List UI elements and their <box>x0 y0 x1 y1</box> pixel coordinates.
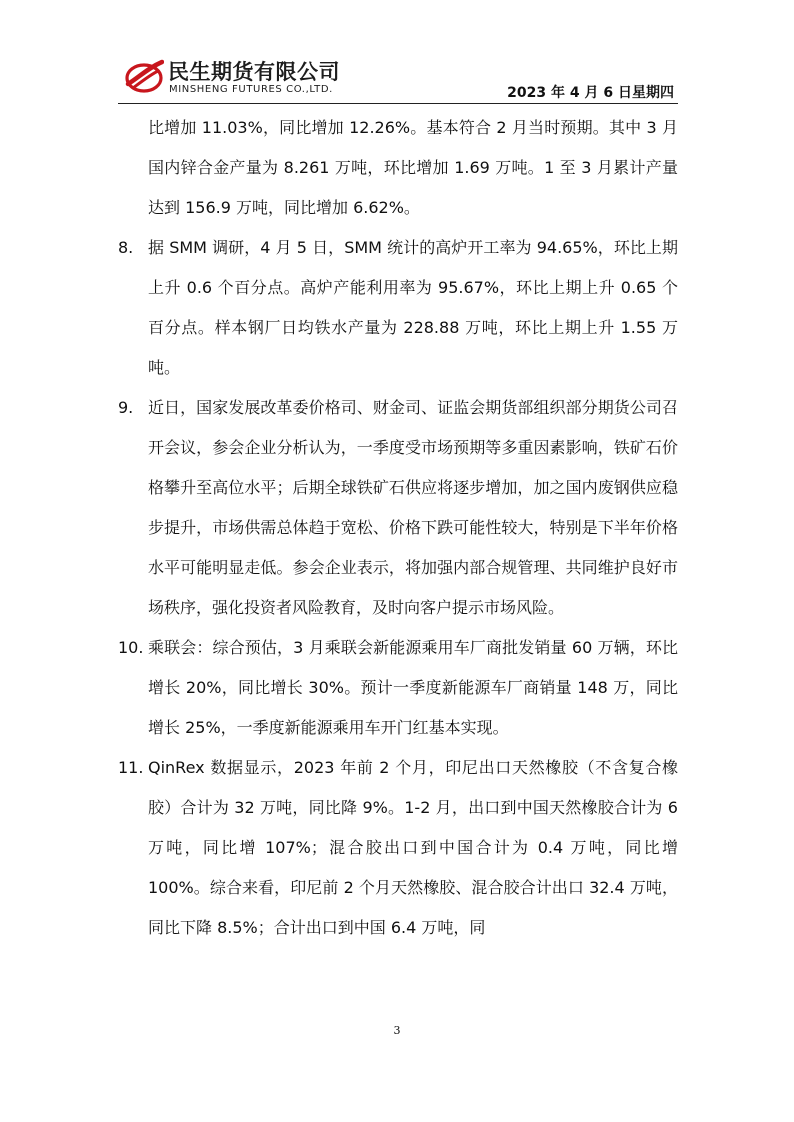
item-number: 11. <box>118 758 144 777</box>
news-item-9 <box>118 388 678 628</box>
paragraph-text: QinRex 数据显示，2023 年前 2 个月，印尼出口天然橡胶（不含复合橡胶）合计为 32 万吨，同比降 9%。1-2 月，出口到中国天然橡胶合计为 6 万吨，同比增 107%；混合胶出口到中国合计为 0.4 万吨，同比增 100%。综合来看，印尼前 2 个月天然橡胶、混合胶合计出口 32.4 万吨，同比下降 8.5%；合计出口到中国 6.4 万吨，同 <box>148 758 678 937</box>
item-number: 9. <box>118 398 134 417</box>
paragraph-text: 比增加 11.03%，同比增加 12.26%。基本符合 2 月当时预期。其中 3 月国内锌合金产量为 8.261 万吨，环比增加 1.69 万吨。1 至 3 月累计产量达到 156.9 万吨，同比增加 6.62%。 <box>148 118 678 217</box>
item-number: 8. <box>118 238 134 257</box>
paragraph-text: 乘联会：综合预估，3 月乘联会新能源乘用车厂商批发销量 60 万辆，环比增长 20%，同比增长 30%。预计一季度新能源车厂商销量 148 万，同比增长 25%，一季度新能源乘用车开门红基本实现。 <box>148 638 678 737</box>
news-item-10 <box>118 628 678 748</box>
document-body <box>118 108 678 948</box>
logo-english-name: MINSHENG FUTURES CO.,LTD. <box>169 84 333 95</box>
page-header <box>118 50 678 106</box>
news-paragraph-continued <box>118 108 678 228</box>
logo-chinese-name: 民生期货有限公司 <box>168 60 340 84</box>
company-logo <box>118 50 378 100</box>
page-number: 3 <box>393 1024 401 1037</box>
news-item-8 <box>118 228 678 388</box>
header-divider <box>118 103 678 104</box>
item-number: 10. <box>118 638 144 657</box>
paragraph-text: 近日，国家发展改革委价格司、财金司、证监会期货部组织部分期货公司召开会议，参会企业分析认为，一季度受市场预期等多重因素影响，铁矿石价格攀升至高位水平；后期全球铁矿石供应将逐步增加，加之国内废钢供应稳步提升，市场供需总体趋于宽松、价格下跌可能性较大，特别是下半年价格水平可能明显走低。参会企业表示，将加强内部合规管理、共同维护良好市场秩序，强化投资者风险教育，及时向客户提示市场风险。 <box>148 398 678 617</box>
report-date: 2023 年 4 月 6 日星期四 <box>507 85 674 101</box>
news-item-11 <box>118 748 678 948</box>
paragraph-text: 据 SMM 调研，4 月 5 日，SMM 统计的高炉开工率为 94.65%，环比上期上升 0.6 个百分点。高炉产能利用率为 95.67%，环比上期上升 0.65 个百分点。样本钢厂日均铁水产量为 228.88 万吨，环比上期上升 1.55 万吨。 <box>148 238 678 377</box>
minsheng-logo-icon <box>124 58 164 94</box>
